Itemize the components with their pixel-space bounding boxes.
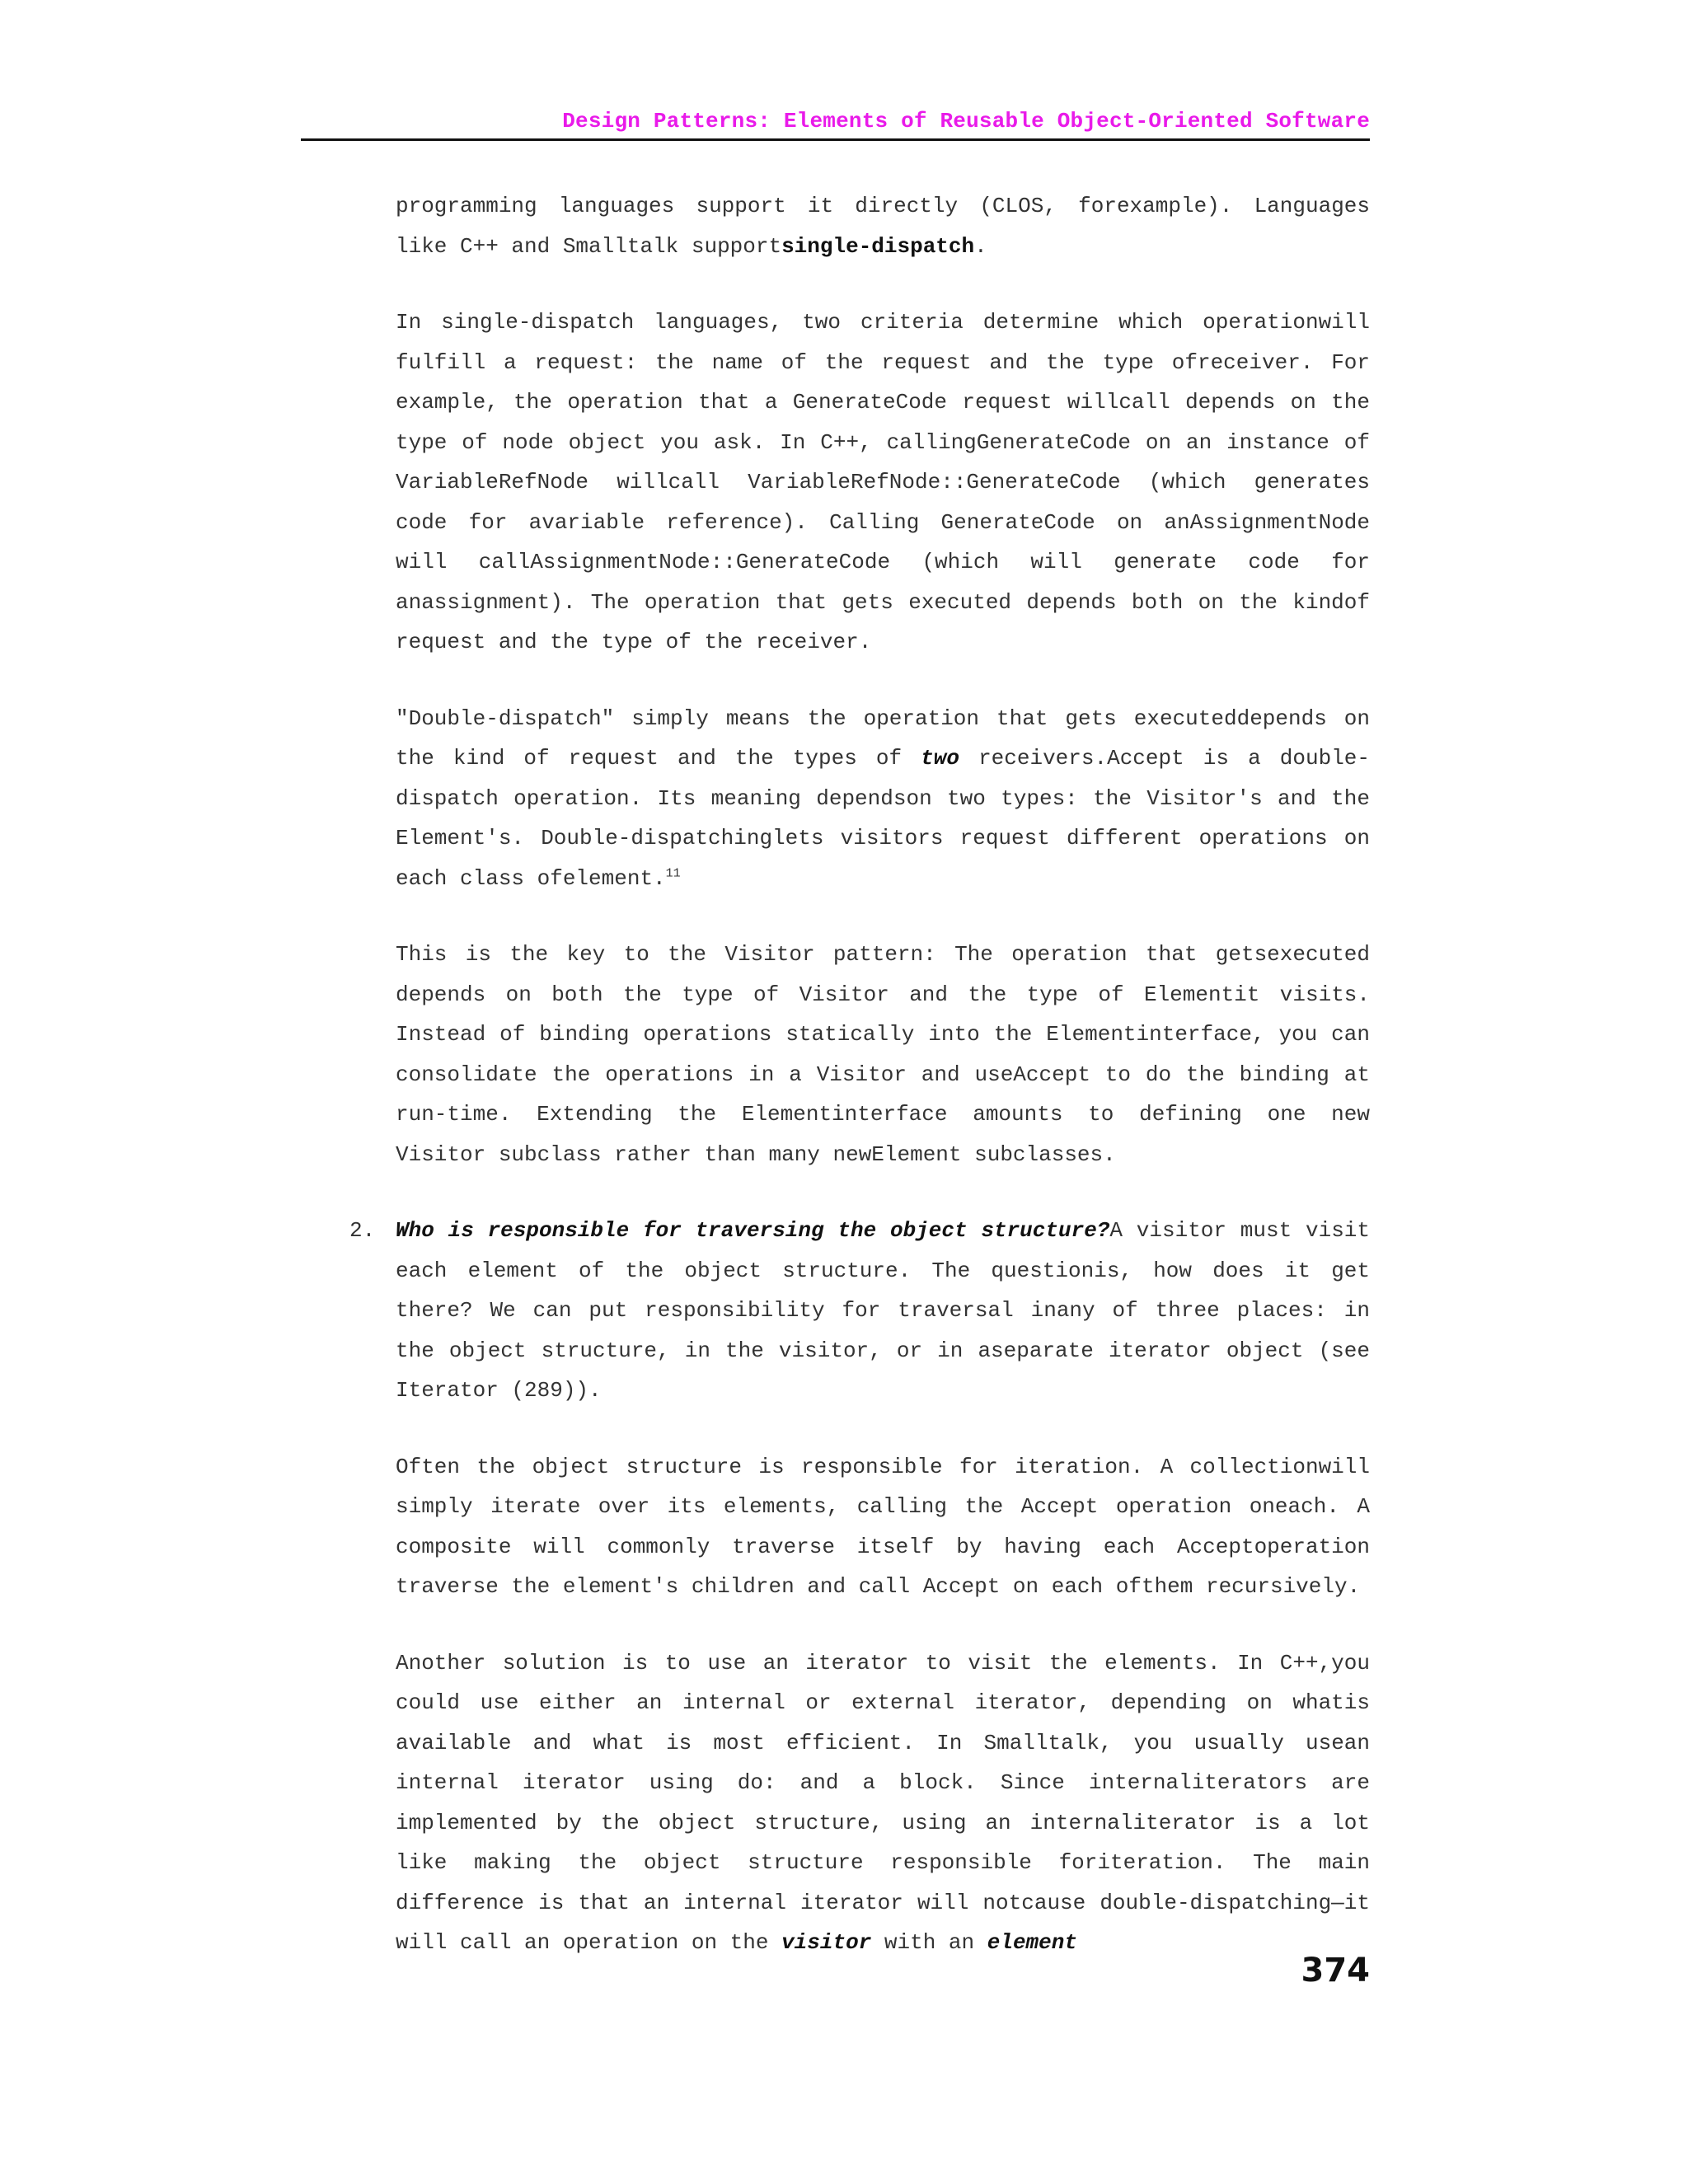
emphasis-two: two (921, 746, 959, 771)
list-item-question: Who is responsible for traversing the object structure? (396, 1218, 1110, 1243)
page-body (349, 186, 1370, 1963)
paragraph-object-structure-iteration: Often the object structure is responsible for iteration. A collectionwill simply iterate over its elements, calling the Accept operation oneach. A composite will commonly traverse itself by having each Acceptoperation traverse the element's children and call Accept on each ofthem recursively. (396, 1454, 1370, 1599)
page-header-title: Design Patterns: Elements of Reusable Object-Oriented Software (562, 109, 1370, 134)
emphasis-visitor: visitor (781, 1930, 872, 1955)
page-number: 374 (1301, 1952, 1370, 1990)
paragraph-dispatch-intro (396, 186, 1370, 266)
paragraph-text: Another solution is to use an iterator to visit the elements. In C++,you could use either an internal or external iterator, depending on whatis available and what is most efficient. In Smalltalk, you usually usean internal iterator using do: and a block. Since internaliterators are implemented by the object structure, using an internaliterator is a lot like making the object structure responsible foriteration. The main difference is that an internal iterator will notcause double-dispatching—it will call an operation on the (396, 1650, 1370, 1955)
header-divider (301, 138, 1370, 141)
footnote-marker: 11 (665, 865, 681, 880)
list-item-number: 2. (349, 1218, 376, 1243)
paragraph-double-dispatch (396, 699, 1370, 899)
paragraph-text: A visitor must visit each element of the object structure. The questionis, how does it get there? We can put responsibility for traversal inany of three places: in the object structure, in the visitor, or in aseparate iterator object (see Iterator (289)). (396, 1218, 1370, 1403)
paragraph-single-dispatch: In single-dispatch languages, two criteria determine which operationwill fulfill a request: the name of the request and the type ofreceiver. For example, the operation that a GenerateCode request willcall depends on the type of node object you ask. In C++, callingGenerateCode on an instance of VariableRefNode willcall VariableRefNode::GenerateCode (which generates code for avariable reference). Calling GenerateCode on anAssignmentNode will callAssignmentNode::GenerateCode (which will generate code for anassignment). The operation that gets executed depends both on the kindof request and the type of the receiver. (396, 310, 1370, 654)
paragraph-text: . (974, 233, 987, 259)
list-item-traversal (349, 1211, 1370, 1411)
bold-term-single-dispatch: single-dispatch (781, 233, 975, 259)
paragraph-text: receivers.Accept is a double-dispatch operation. Its meaning dependson two types: the Visitor's and the Element's. Double-dispatchinglets visitors request different operations on each class ofelement. (396, 746, 1370, 891)
emphasis-element: element (987, 1930, 1077, 1955)
paragraph-text: with an (871, 1930, 987, 1955)
paragraph-iterator-solution (396, 1643, 1370, 1963)
paragraph-text: "Double-dispatch" simply means the operation that gets executeddepends on the kind of request and the types of (396, 705, 1370, 771)
paragraph-visitor-key: This is the key to the Visitor pattern: The operation that getsexecuted depends on both the type of Visitor and the type of Elementit visits. Instead of binding operations statically into the Elementinterface, you can consolidate the operations in a Visitor and useAccept to do the binding at run-time. Extending the Elementinterface amounts to defining one new Visitor subclass rather than many newElement subclasses. (396, 942, 1370, 1167)
paragraph-text: programming languages support it directly (CLOS, forexample). Languages like C++ and Smalltalk support (396, 194, 1370, 259)
